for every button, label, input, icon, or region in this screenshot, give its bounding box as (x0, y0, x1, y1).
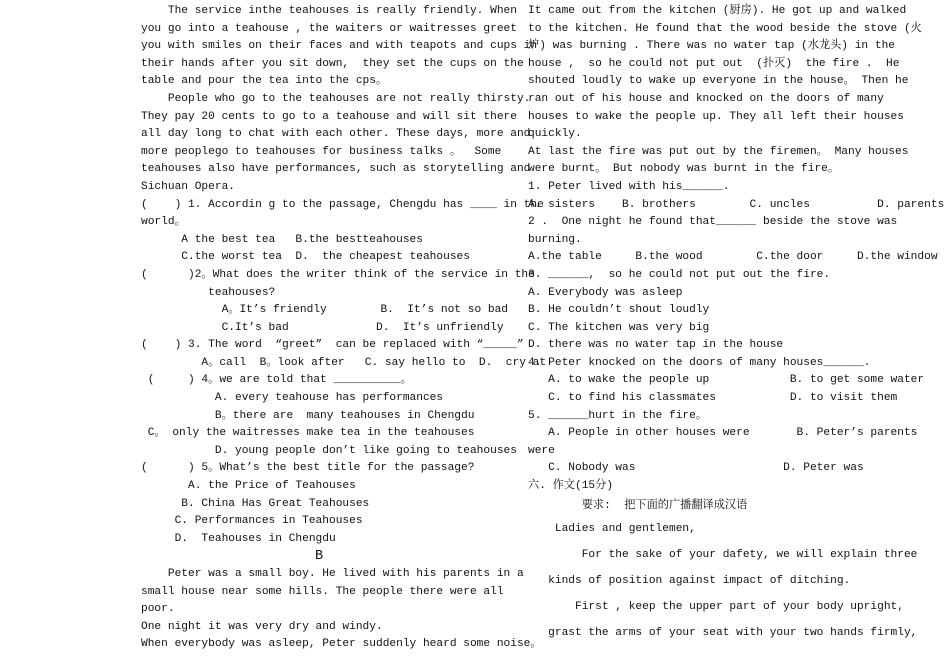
question-stem: ( ) 5。What’s the best title for the passage? (141, 462, 475, 475)
text-line: poor. (141, 603, 175, 616)
right-column (528, 3, 945, 646)
question-stem: 4. Peter knocked on the doors of many houses______. (528, 356, 871, 369)
text-line: 炉) was burning . There was no water tap (水龙头) in the (528, 40, 896, 53)
section-6-writing (528, 478, 918, 646)
question-b1 (528, 179, 945, 214)
question-option: C. The kitchen was very big (528, 321, 710, 334)
question-a3 (141, 337, 547, 372)
text-line: were burnt。 But nobody was burnt in the fire。 (528, 163, 840, 176)
text-line: you with smiles on their faces and with teapots and cups in (141, 40, 538, 53)
text-line: all day long to chat with each other. These days, more and (141, 128, 531, 141)
question-option: D. Teahouses in Chengdu (141, 532, 336, 545)
question-a4 (141, 372, 517, 460)
question-stem: world。 (141, 216, 186, 229)
question-a5 (141, 460, 497, 548)
text-line: shouted loudly to wake up everyone in the house。 Then he (528, 75, 909, 88)
passage-a-paragraph-2 (141, 91, 531, 197)
question-options: C.It’s bad D. It’s unfriendly (141, 321, 504, 334)
question-a2 (141, 267, 535, 337)
question-option: D. there was no water tap in the house (528, 339, 784, 352)
question-options: C. to find his classmates D. to visit them (528, 392, 898, 405)
text-line: house , so he could not put out (扑灭) the fire . He (528, 57, 900, 70)
question-stem: 3. ______, so he could not put out the fire. (528, 268, 831, 281)
translation-line: Ladies and gentlemen, (528, 522, 696, 535)
translation-line: grast the arms of your seat with your two hands firmly, (528, 626, 918, 639)
question-options: C.the worst tea D. the cheapest teahouses (141, 251, 470, 264)
text-line: It came out from the kitchen (厨房). He got up and walked (528, 5, 907, 17)
question-options: A. People in other houses were B. Peter’s parents (528, 427, 918, 440)
text-line: Peter was a small boy. He lived with his parents in a (141, 568, 524, 580)
question-b4 (528, 355, 925, 408)
text-line: their hands after you sit down, they set the cups on the (141, 57, 524, 70)
question-option: C。 only the waitresses make tea in the teahouses (141, 427, 475, 440)
section-6-heading: 六. 作文(15分) (528, 480, 614, 493)
question-option: B. China Has Great Teahouses (141, 497, 370, 510)
question-options: C. Nobody was D. Peter was (528, 462, 864, 475)
question-options: A. sisters B. brothers C. uncles D. parents (528, 198, 945, 211)
passage-a-paragraph-1 (141, 3, 538, 91)
question-options: were (528, 444, 555, 457)
question-options: A。It’s friendly B. It’s not so bad (141, 304, 509, 317)
left-column (141, 3, 547, 654)
translation-line: For the sake of your dafety, we will explain three (528, 548, 918, 561)
passage-b-continued (528, 3, 922, 179)
text-line: One night it was very dry and windy. (141, 620, 383, 633)
question-stem: burning. (528, 233, 582, 246)
passage-b-start (141, 566, 542, 654)
text-line: table and pour the tea into the cps。 (141, 75, 388, 88)
text-line: They pay 20 cents to go to a teahouse and will sit there (141, 110, 517, 123)
question-b3 (528, 267, 885, 355)
text-line: more peoplego to teahouses for business talks 。 Some (141, 145, 502, 158)
question-option: C. Performances in Teahouses (141, 515, 363, 528)
question-option: B. He couldn’t shout loudly (528, 304, 710, 317)
text-line: At last the fire was put out by the firemen。 Many houses (528, 145, 909, 158)
question-option: A. Everybody was asleep (528, 286, 683, 299)
question-a1 (141, 197, 544, 267)
section-6-requirement: 要求: 把下面的广播翻译成汉语 (528, 499, 748, 512)
question-b2 (528, 214, 938, 267)
question-b5 (528, 408, 918, 478)
question-options: A。call B。look after C. say hello to D. cry at (141, 356, 547, 369)
text-line: you go into a teahouse , the waiters or waitresses greet (141, 22, 517, 35)
question-options: A.the table B.the wood C.the door D.the window (528, 251, 938, 264)
question-option: D. young people don’t like going to teahouses (141, 444, 517, 457)
translation-line: kinds of position against impact of ditching. (528, 574, 851, 587)
question-options: A. to wake the people up B. to get some water (528, 374, 925, 387)
question-stem: ( )2。What does the writer think of the service in the (141, 268, 535, 281)
text-line: small house near some hills. The people there were all (141, 585, 504, 598)
translation-line: First , keep the upper part of your body upright, (528, 600, 904, 613)
text-line: When everybody was asleep, Peter suddenly heard some noise。 (141, 638, 542, 651)
question-stem: 2 . One night he found that______ beside the stove was (528, 216, 898, 229)
question-option: A. the Price of Teahouses (141, 480, 356, 493)
question-stem: 1. Peter lived with his______. (528, 180, 730, 193)
question-stem: ( ) 1. Accordin g to the passage, Chengdu has ____ in the (141, 198, 544, 211)
text-line: quickly. (528, 128, 582, 141)
text-line: People who go to the teahouses are not really thirsty. (141, 92, 531, 105)
question-stem: ( ) 3. The word “greet” can be replaced with “_____” (141, 339, 524, 352)
question-option: B。there are many teahouses in Chengdu (141, 409, 475, 422)
text-line: The service inthe teahouses is really friendly. When (141, 5, 517, 17)
text-line: ran out of his house and knocked on the doors of many (528, 92, 884, 105)
question-stem: 5. ______hurt in the fire。 (528, 409, 708, 422)
question-stem: teahouses? (141, 286, 276, 299)
question-stem: ( ) 4。we are told that __________。 (141, 374, 412, 387)
text-line: teahouses also have performances, such as storytelling and (141, 163, 531, 176)
question-options: A the best tea B.the bestteahouses (141, 233, 423, 246)
text-line: houses to wake the people up. They all left their houses (528, 110, 904, 123)
text-line: to the kitchen. He found that the wood beside the stove (火 (528, 22, 922, 35)
question-option: A. every teahouse has performances (141, 392, 444, 405)
section-b-heading: B (314, 549, 324, 565)
text-line: Sichuan Opera. (141, 180, 235, 193)
